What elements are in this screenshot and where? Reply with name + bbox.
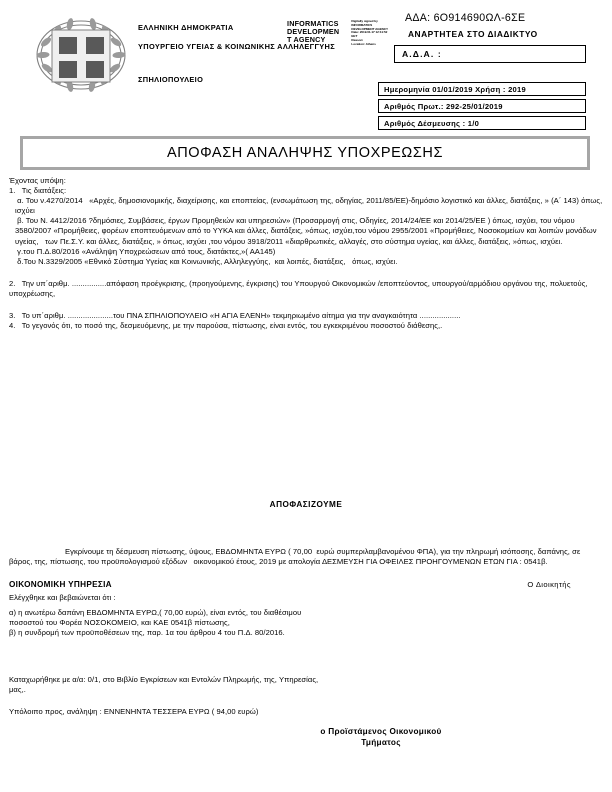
meta-box-protocol: Αριθμός Πρωτ.: 292-25/01/2019: [378, 99, 586, 113]
decision-heading: ΑΠΟΦΑΣΙΖΟΥΜΕ: [269, 500, 343, 509]
signature-detail-line-6: Reason:: [351, 37, 364, 42]
intro-line: Έχοντας υπόψη:: [9, 176, 66, 185]
registration-section: [9, 675, 603, 748]
financial-service-section: [9, 580, 603, 638]
item-1a: α. Του ν.4270/2014 «Αρχές, δημοσιονομικής, διαχείρισης, και εποπτείας, (ενσωμάτωση της, οδηγίας, 2011/85/ΕΕ)-δημόσιο λογιστικό και άλλες, διατάξεις, » (Α΄ 143) όπως, ισχύει: [15, 196, 605, 216]
item-1d: δ.Του Ν.3329/2005 «Εθνικό Σύστημα Υγείας και Κοινωνικής, Αλληλεγγύης, και λοιπές, διατάξεις, όπως, ισχύει.: [15, 256, 398, 266]
publication-notice: ΑΝΑΡΤΗΤΕΑ ΣΤΟ ΔΙΑΔΙΚΤΥΟ: [408, 29, 538, 39]
signature-detail-line-4: Date: 2019.01.17 12:11:52: [351, 30, 388, 35]
signature-agency-line-1: INFORMATICS: [287, 19, 339, 28]
signer-title-line-2: Τμήματος: [361, 738, 401, 748]
meta-box-commitment: Αριθμός Δέσμευσης : 1/0: [378, 116, 586, 130]
republic-label: ΕΛΛΗΝΙΚΗ ΔΗΜΟΚΡΑΤΙΑ: [138, 23, 234, 32]
remaining-balance-line: Υπόλοιπο προς, ανάληψη : ΕΝΝΕΝΗΝΤΑ ΤΕΣΣΕΡΑ ΕΥΡΩ ( 94,00 ευρώ): [9, 707, 259, 717]
verification-item-a: α) η ανωτέρω δαπάνη ΕΒΔΟΜΗΝΤΑ ΕΥΡΩ,( 70,00 ευρώ), είναι εντός, του διαθέσιμου ποσοστού του Φορέα ΝΟΣΟΚΟΜΕΙΟ, και ΚΑΕ 0541β πίστωσης,: [9, 608, 304, 628]
page-title-text: ΑΠΟΦΑΣΗ ΑΝΑΛΗΨΗΣ ΥΠΟΧΡΕΩΣΗΣ: [166, 145, 444, 161]
signature-agency-line-2: DEVELOPMEN: [287, 27, 340, 37]
financial-heading: ΟΙΚΟΝΟΜΙΚΗ ΥΠΗΡΕΣΙΑ: [9, 580, 112, 589]
signature-agency-line-3: T AGENCY: [287, 35, 326, 45]
signature-detail-line-1: Digitally signed by: [351, 19, 378, 23]
page-title: [20, 136, 590, 170]
document-body: [9, 176, 603, 331]
registration-line: Καταχωρήθηκε με α/α: 0/1, στο Βιβλίο Εγκρίσεων και Εντολών Πληρωμής, της, Υπηρεσίας, μας,.: [9, 675, 321, 695]
document-meta-boxes: [378, 82, 586, 133]
item-3: 3. Το υπ΄αριθμ. .....................του ΠΝΑ ΣΠΗΛΙΟΠΟΥΛΕΙΟ «Η ΑΓΙΑ ΕΛΕΝΗ» τεκμηριωμένο αίτημα για την αναγκαιότητα ...................: [9, 311, 461, 321]
ada-code: ΑΔΑ: 6Ο914690ΩΛ-6ΣΕ: [405, 12, 526, 24]
ministry-label: ΥΠΟΥΡΓΕΙΟ ΥΓΕΙΑΣ & ΚΟΙΝΩΝΙΚΗΣ ΑΛΛΗΛΕΓΓΥΗΣ: [138, 41, 336, 51]
unit-name-label: ΣΠΗΛΙΟΠΟΥΛΕΙΟ: [138, 75, 204, 84]
verification-intro: Ελέγχθηκε και βεβαιώνεται ότι :: [9, 593, 116, 602]
signature-agency-name: [287, 20, 348, 46]
meta-box-date: Ημερομηνία 01/01/2019 Χρήση : 2019: [378, 82, 586, 96]
ada-field-box: Α.Δ.Α. :: [394, 45, 586, 63]
signature-detail-line-7: Location: Athens: [351, 41, 376, 46]
item-1b: β. Του Ν. 4412/2016 ?δημόσιες, Συμβάσεις, έργων Προμηθειών και υπηρεσιών» (Προσαρμογή στις, Οδηγίες, 2014/24/ΕΕ και 2014/25/ΕΕ ) όπως, ισχύει, του νόμου 3580/2007 «Προμήθειες, φορέων εποπτευόμενων από το ΥΥΚΑ και άλλες, διατάξεις, »όπως, ισχύει,του νόμου 2955/2001 «Προμήθειες, Νοσοκομείων και λοιπών μονάδων υγείας, των Πε.Σ.Υ. και άλλες, διατάξεις, » όπως, ισχύει ,του νόμου 3918/2011 «διαρθρωτικές, αλλαγές, στο σύστημα υγείας, και άλλες, διατάξεις, »όπως, ισχύει.: [15, 216, 599, 246]
signature-detail-line-2: INFORMATICS: [351, 22, 373, 27]
director-label: Ο Διοικητής: [527, 580, 571, 589]
verification-item-b: β) η συνδρομή των προϋποθέσεων της, παρ. 1α του άρθρου 4 του Π.Δ. 80/2016.: [9, 628, 285, 638]
item-4: 4. Το γεγονός ότι, το ποσό της, δεσμευόμενης, με την παρούσα, πίστωσης, είναι εντός, του εγκεκριμένου ποσοστού διάθεσης,.: [9, 321, 443, 331]
signature-detail-line-5: EET: [351, 34, 358, 39]
decision-text: Εγκρίνουμε τη δέσμευση πίστωσης, ύψους, ΕΒΔΟΜΗΝΤΑ ΕΥΡΩ ( 70,00 ευρώ συμπεριλαμβανομένου ΦΠΑ), για την πληρωμή ισόποσης, δαπάνης, σε βάρος, της, πίστωσης, του προϋπολογισμού εξόδων οικονομικού έτους, 2019 με απολογία ΔΕΣΜΕΥΣΗ ΓΙΑ ΟΦΕΙΛΕΣ ΠΡΟΗΓΟΥΜΕΝΩΝ ΕΤΩΝ ΓΙΑ : 0541β.: [9, 547, 583, 567]
document-header: [0, 0, 612, 128]
signature-detail-line-3: DEVELOPMENT AGENCY: [351, 26, 389, 31]
item-2: 2. Την υπ΄αριθμ. ................απόφαση προέγκρισης, (προηγούμενης, έγκρισης) του Υπουργού Οικονομικών /εποπτεύοντος, υπουργού/αρμόδιου οργάνου της, πολυετούς, υποχρέωσης,: [9, 278, 590, 298]
item-1c: γ.του Π.Δ.80/2016 «Ανάληψη Υποχρεώσεων από τους, διατάκτες,»( ΑΑ145): [15, 246, 276, 256]
greek-republic-emblem-icon: [32, 18, 130, 92]
digital-signature-stamp: [287, 20, 395, 46]
signer-title-line-1: ο Προϊστάμενος Οικονομικού: [320, 727, 442, 737]
item-1-heading: 1. Τις διατάξεις:: [9, 186, 67, 196]
decision-section: [9, 500, 603, 588]
signer-block: [9, 726, 603, 748]
signature-details: [351, 20, 395, 46]
